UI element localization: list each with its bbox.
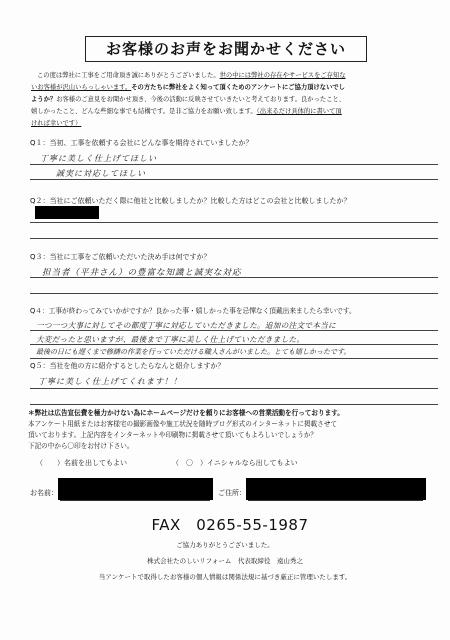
intro-line2-underline: いお客様が沢山いらっしゃいます。 bbox=[31, 84, 132, 91]
address-label: ご住所： bbox=[218, 489, 246, 497]
page-title: お客様のお声をお聞かせください bbox=[85, 36, 367, 62]
question-5-answer-1: 丁寧に美しく仕上げてくれます！！ bbox=[38, 377, 182, 386]
intro-line3-bold: ようか？ bbox=[31, 96, 57, 103]
name-label: お名前： bbox=[30, 489, 58, 497]
name-redaction bbox=[58, 478, 213, 500]
question-2-label: Q２：当社にご依頼いただく際に他社と比較しましたか？比較した方はどこの会社と比較しましたか？ bbox=[30, 197, 351, 205]
company-signature: 株式会社たのしいリフォーム 代表取締役 遠山秀之 bbox=[147, 557, 303, 565]
redaction-bar bbox=[35, 206, 99, 219]
question-3-label: Q３：当社に工事をご依頼いただいた決め手は何ですか？ bbox=[30, 253, 211, 261]
intro-line5-underline: ければ幸いです） bbox=[31, 120, 82, 127]
question-4-label: Q４：工事が終わってみていかがですか？良かった事・嬉しかった事を忌憚なく頂戴出来ましたら幸いです。 bbox=[30, 307, 356, 315]
consent-note-line-3: 頂いております。上記内容をインターネットや印刷物に掲載させて頂いてもよろしいでしょうか？ bbox=[28, 431, 318, 439]
answer-rule bbox=[30, 389, 438, 405]
question-1-answer-2: 誠実に対応してほしい bbox=[56, 169, 146, 178]
address-underline bbox=[248, 500, 423, 501]
question-3-answer-1: 担当者（平井さん）の豊富な知識と誠実な対応 bbox=[42, 268, 242, 278]
intro-line4-a: 嬉しかったこと、どんな些細な事でも結構です。是非ご協力をお願い致します。 bbox=[31, 108, 257, 115]
intro-line4-underline: （出来るだけ具体的に書いて頂 bbox=[256, 108, 342, 115]
consent-note-line-1: ＊弊社は広告宣伝費を極力かけない為にホームページだけを頼りにお客様への営業活動を行っております。 bbox=[28, 409, 344, 417]
intro-line1-underline: 世の中には弊社の存在やサービスをご存知な bbox=[219, 72, 346, 79]
intro-text bbox=[31, 70, 431, 130]
consent-note-line-4: 下記の中から〇印をお付け下さい。 bbox=[28, 442, 134, 450]
question-4-answer-3: 最後の日にも遅くまで修繕の作業を行っていただける職人さんがいました。とても嬉しかったです。 bbox=[36, 348, 351, 356]
name-underline bbox=[60, 500, 210, 501]
intro-line1-a: この度は弊社に工事をご用命頂き誠にありがとうございました。 bbox=[37, 72, 220, 79]
choice-name-ok: （ ）名前を出してもよい bbox=[36, 459, 127, 467]
fax-number: FAX 0265-55-1987 bbox=[151, 516, 309, 534]
question-4-answer-2: 大変だったと思いますが、最後まで丁寧に美しく仕上げていただきました。 bbox=[36, 335, 305, 344]
question-1-label: Q１：当初、工事を依頼する会社にどんな事を期待されていましたか？ bbox=[30, 139, 253, 147]
answer-rule bbox=[30, 278, 438, 294]
choice-initials-ok: （ 〇 ）イニシャルなら出してもよい bbox=[172, 459, 298, 467]
question-1-answer-1: 丁寧に美しく仕上げてほしい bbox=[40, 154, 157, 163]
thanks-text: ご協力ありがとうございました。 bbox=[176, 541, 274, 549]
publication-consent-note bbox=[28, 408, 433, 452]
address-redaction bbox=[246, 478, 426, 500]
intro-line3-a: お客様のご意見をお聞かせ頂き、今後の活動に反映させていきたいと考えております。良かったこと、 bbox=[56, 96, 346, 103]
question-4-answer-1: 一つ一つ大事に対してその都度丁寧に対応していただきました。追加の注文で本当に bbox=[36, 321, 336, 330]
answer-rule bbox=[30, 223, 438, 239]
intro-line2-bold: その方たちに弊社をよく知って頂くためのアンケートにご協力頂けないでし bbox=[131, 84, 345, 91]
consent-note-line-2: 本アンケート用紙またはお客様宅の撮影画像や施工状況を随時ブログ形式のインターネットに掲載させて bbox=[28, 420, 337, 428]
question-5-label: Q５：当社を他の方に紹介するとしたらなんと紹介しますか？ bbox=[30, 362, 225, 370]
privacy-note: 当アンケートで取得したお客様の個人情報は関係法規に基づき厳正に管理いたします。 bbox=[98, 573, 352, 581]
